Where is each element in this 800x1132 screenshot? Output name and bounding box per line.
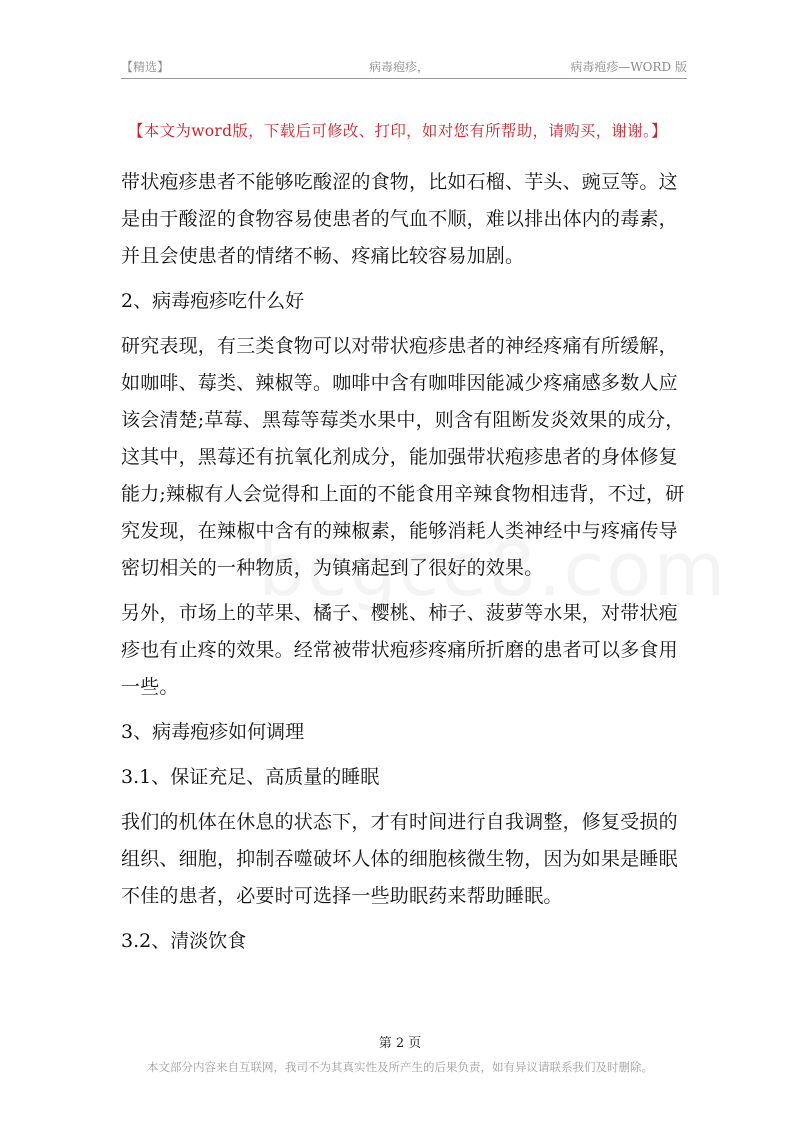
purchase-notice: 【本文为word版，下载后可修改、打印，如对您有所帮助，请购买，谢谢。】: [128, 122, 667, 140]
document-body: [121, 164, 687, 968]
heading-sleep: 3.1、保证充足、高质量的睡眠: [121, 766, 380, 788]
header-left-label: 【精选】: [121, 60, 170, 74]
heading-how-to-recover: 3、病毒疱疹如何调理: [121, 721, 305, 743]
header-right-label: 病毒疱疹—WORD 版: [570, 60, 687, 74]
header-center-label: 病毒疱疹，: [369, 60, 430, 74]
paragraph-three-foods: 研究表现，有三类食物可以对带状疱疹患者的神经疼痛有所缓解，如咖啡、莓类、辣椒等。咖啡中含有咖啡因能减少疼痛感多数人应该会清楚;草莓、黑莓等莓类水果中，则含有阻断发炎效果的成分，这其中，黑莓还有抗氧化剂成分，能加强带状疱疹患者的身体修复能力;辣椒有人会觉得和上面的不能食用辛辣食物相违背，不过，研究发现，在辣椒中含有的辣椒素，能够消耗人类神经中与疼痛传导密切相关的一种物质，为镇痛起到了很好的效果。: [121, 335, 685, 579]
footer-disclaimer: 本文部分内容来自互联网，我司不为其真实性及所产生的后果负责，如有异议请联系我们及时删除。: [147, 1060, 653, 1074]
heading-what-to-eat: 2、病毒疱疹吃什么好: [121, 290, 305, 312]
heading-light-diet: 3.2、清淡饮食: [121, 930, 247, 952]
page-number: 第 2 页: [378, 1036, 422, 1051]
paragraph-fruits: 另外，市场上的苹果、橘子、樱桃、柿子、菠萝等水果，对带状疱疹也有止疼的效果。经常被带状疱疹疼痛所折磨的患者可以多食用一些。: [121, 602, 678, 698]
paragraph-sleep: 我们的机体在休息的状态下，才有时间进行自我调整，修复受损的组织、细胞，抑制吞噬破坏人体的细胞核微生物，因为如果是睡眠不佳的患者，必要时可选择一些助眠药来帮助睡眠。: [121, 811, 678, 907]
paragraph-diet-avoid: 带状疱疹患者不能够吃酸涩的食物，比如石榴、芋头、豌豆等。这是由于酸涩的食物容易使患者的气血不顺，难以排出体内的毒素，并且会使患者的情绪不畅、疼痛比较容易加剧。: [121, 171, 678, 267]
page-header: [121, 56, 687, 79]
